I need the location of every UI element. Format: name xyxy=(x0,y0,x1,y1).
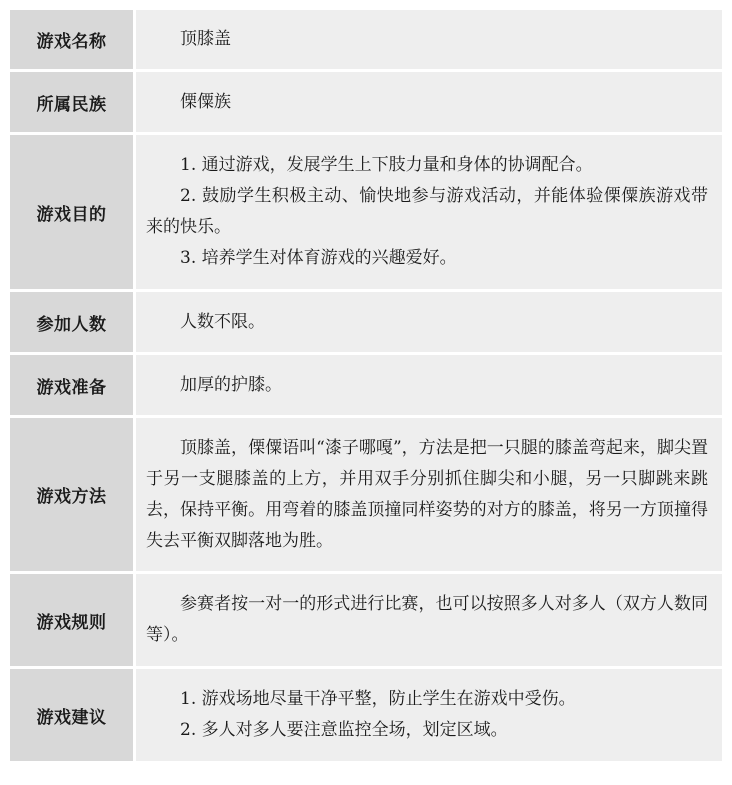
row-content xyxy=(136,72,722,132)
row-label: 所属民族 xyxy=(10,72,133,132)
paragraph: 参赛者按一对一的形式进行比赛，也可以按照多人对多人（双方人数同等）。 xyxy=(146,594,708,645)
row-content xyxy=(136,135,722,289)
row-game-purpose xyxy=(10,135,722,289)
paragraph: 傈僳族 xyxy=(180,91,231,112)
paragraph: 3. 培养学生对体育游戏的兴趣爱好。 xyxy=(180,248,457,268)
paragraph: 2. 多人对多人要注意监控全场，划定区域。 xyxy=(180,720,508,740)
paragraph: 2. 鼓励学生积极主动、愉快地参与游戏活动，并能体验傈僳族游戏带来的快乐。 xyxy=(146,186,708,237)
row-label: 游戏目的 xyxy=(10,135,133,289)
row-preparation xyxy=(10,355,722,415)
row-label: 游戏建议 xyxy=(10,669,133,761)
row-game-advice xyxy=(10,669,722,761)
row-content xyxy=(136,292,722,352)
row-label: 游戏准备 xyxy=(10,355,133,415)
row-label: 参加人数 xyxy=(10,292,133,352)
paragraph: 加厚的护膝。 xyxy=(180,374,282,395)
row-participants xyxy=(10,292,722,352)
row-label: 游戏方法 xyxy=(10,418,133,571)
paragraph: 1. 游戏场地尽量干净平整，防止学生在游戏中受伤。 xyxy=(180,689,576,709)
row-game-method xyxy=(10,418,722,571)
row-content xyxy=(136,669,722,761)
paragraph: 顶膝盖 xyxy=(180,29,231,49)
row-game-rules xyxy=(10,574,722,666)
row-content xyxy=(136,10,722,69)
row-ethnic-group xyxy=(10,72,722,132)
game-info-table xyxy=(10,10,722,764)
paragraph: 人数不限。 xyxy=(180,311,265,332)
row-label: 游戏名称 xyxy=(10,10,133,69)
row-label: 游戏规则 xyxy=(10,574,133,666)
paragraph: 顶膝盖，傈僳语叫“漆子哪嘎”，方法是把一只腿的膝盖弯起来，脚尖置于另一支腿膝盖的上方，并用双手分别抓住脚尖和小腿，另一只脚跳来跳去，保持平衡。用弯着的膝盖顶撞同样姿势的对方的膝盖，将另一方顶撞得失去平衡双脚落地为胜。 xyxy=(146,437,708,551)
row-content xyxy=(136,574,722,666)
row-game-name xyxy=(10,10,722,69)
row-content xyxy=(136,418,722,571)
paragraph: 1. 通过游戏，发展学生上下肢力量和身体的协调配合。 xyxy=(180,155,593,175)
row-content xyxy=(136,355,722,415)
